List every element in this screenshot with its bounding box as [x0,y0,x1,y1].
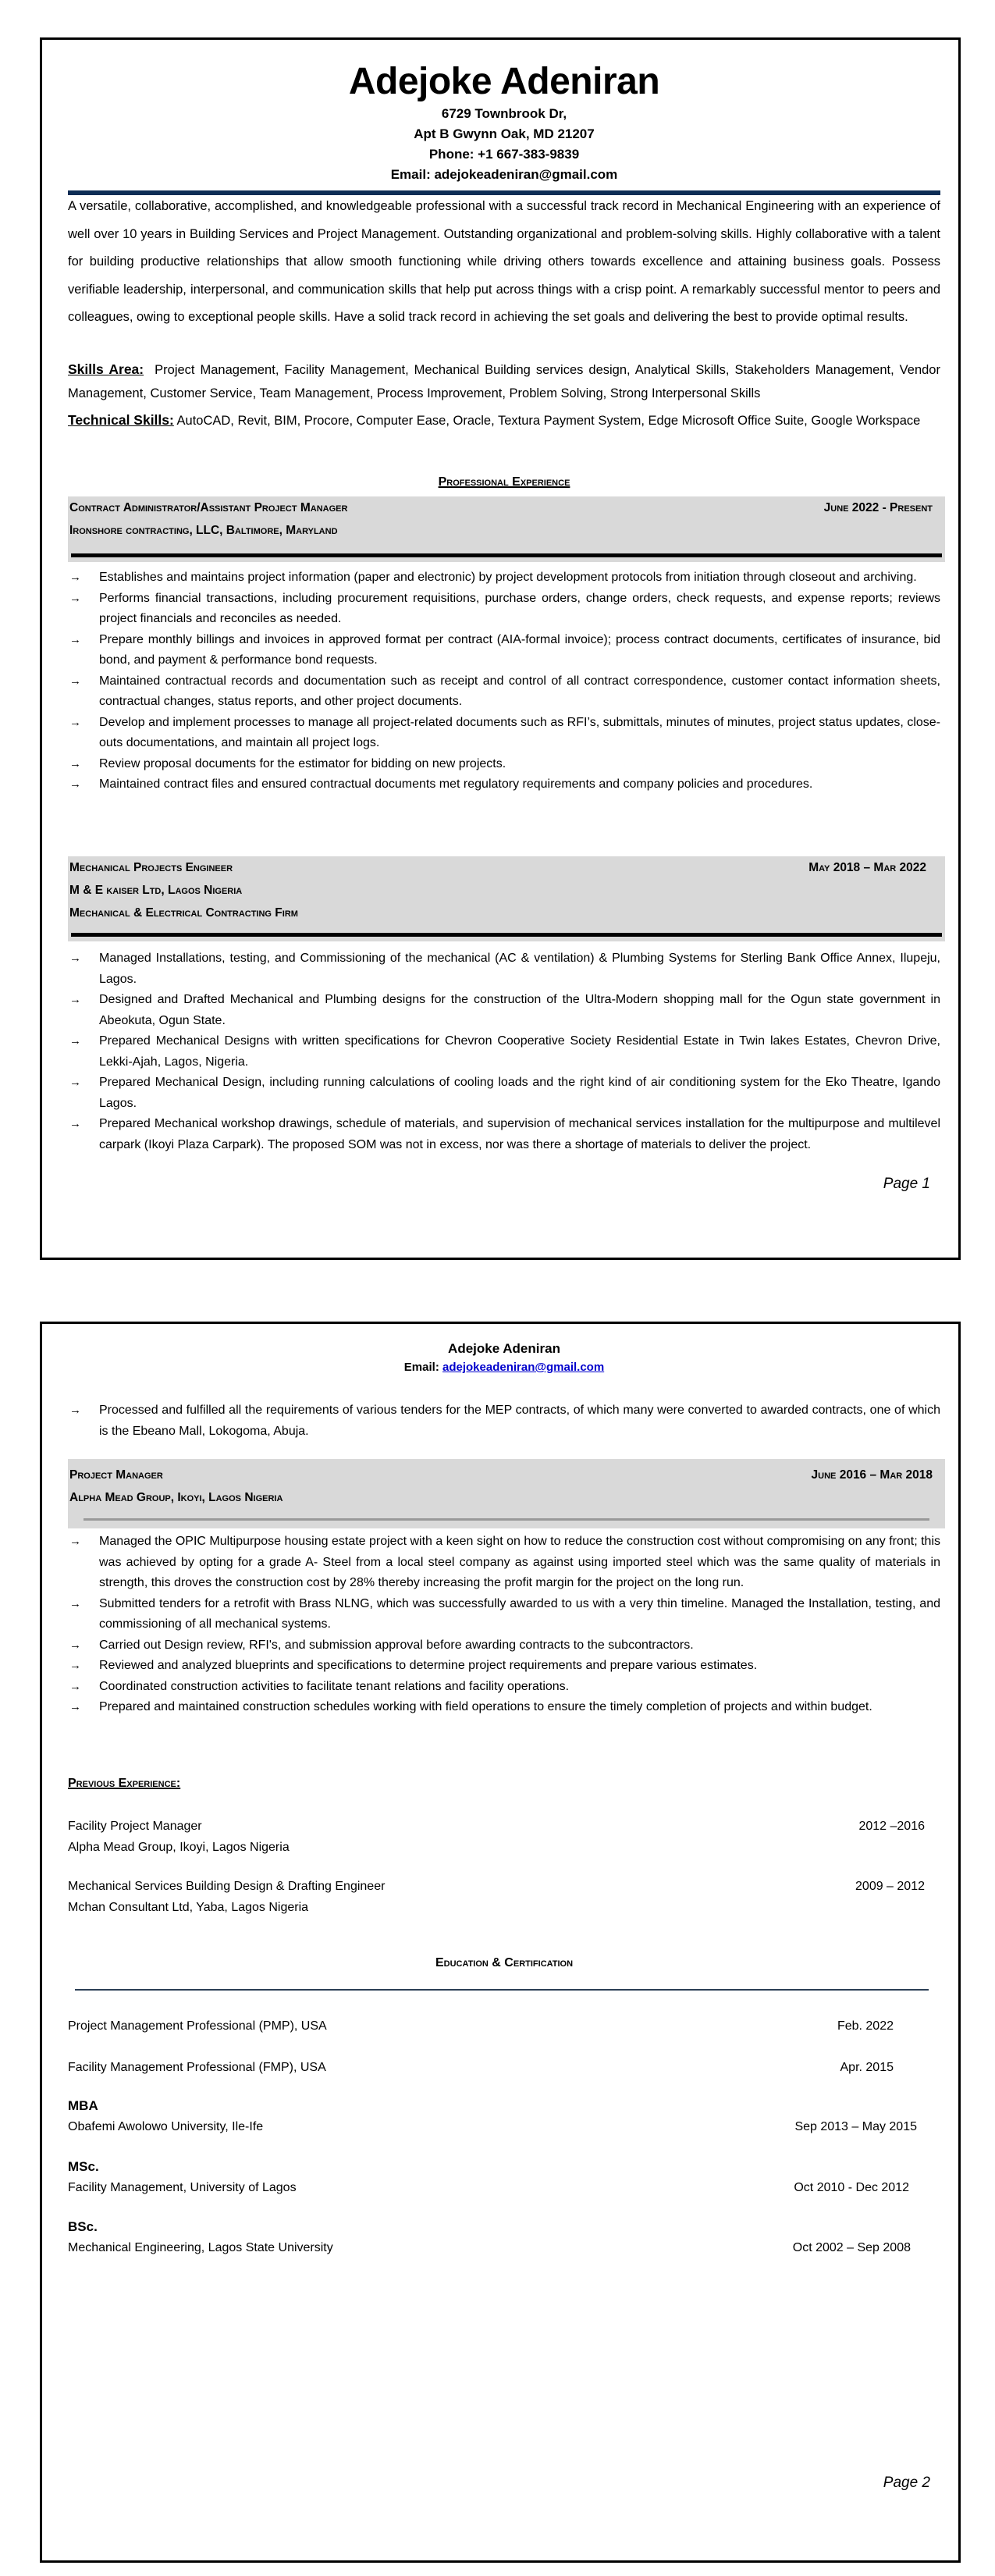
job-header-1 [68,496,945,562]
contact-header [68,60,940,185]
bullet-text: Prepared Mechanical Designs with written specifications for Chevron Cooperative Society Residential Estate in Twin lakes Estates, Chevron Drive, Lekki-Ajah, Lagos, Nigeria. [99,1034,940,1069]
job-company: Ironshore contracting, LLC, Baltimore, Maryland [69,524,338,537]
technical-skills-text: AutoCAD, Revit, BIM, Procore, Computer Ease, Oracle, Textura Payment System, Edge Microsoft Office Suite, Google Workspace [176,414,921,428]
arrow-icon: → [69,591,81,605]
degree [68,2095,940,2137]
list-item [68,990,940,1031]
arrow-icon: → [69,993,81,1006]
bullet-text: Prepared Mechanical workshop drawings, schedule of materials, and supervision of mechanical services installation for the multipurpose and multilevel carpark (Ikoyi Plaza Carpark). The proposed SOM was not in excess, nor was there a shortage of materials to deliver the project. [99,1117,940,1151]
list-item [68,1677,940,1698]
job-company: Alpha Mead Group, Ikoyi, Lagos Nigeria [69,1491,283,1504]
education-heading-wrap [68,1956,940,1970]
degree-detail: Mechanical Engineering, Lagos State University [68,2241,333,2254]
job-header-3 [68,1459,945,1528]
job-divider [71,553,942,557]
list-item [68,630,940,671]
job-dates: June 2016 – Mar 2018 [811,1468,933,1482]
bullet-text: Processed and fulfilled all the requirements of various tenders for the MEP contracts, of which many were converted to awarded contracts, one of which is the Ebeano Mall, Lokogoma, Abuja. [99,1404,940,1438]
list-item [68,1697,940,1718]
bullet-text: Managed Installations, testing, and Commissioning of the mechanical (AC & ventilation) & Plumbing Systems for Sterling Bank Office Annex, Ilupeju, Lagos. [99,952,940,986]
list-item [68,754,940,775]
arrow-icon: → [69,1679,81,1693]
arrow-icon: → [69,715,81,729]
certification [68,2016,940,2037]
degree-name: MBA [68,2098,98,2113]
skills-area-text: Project Management, Facility Management, Mechanical Building services design, Analytical Skills, Stakeholders Management, Vendor Management, Customer Service, Team Management, Process Improvement, Problem Solving, Strong Interpersonal Skills [68,363,940,400]
list-item [68,774,940,795]
arrow-icon: → [69,1404,81,1417]
arrow-icon: → [69,571,81,584]
previous-job-title: Facility Project Manager [68,1820,202,1833]
bullet-text: Designed and Drafted Mechanical and Plumbing designs for the construction of the Ultra-Modern shopping mall for the Ogun state government in Abeokuta, Ogun State. [99,993,940,1027]
list-item [68,1656,940,1677]
email: Email: adejokeadeniran@gmail.com [390,167,618,182]
summary: A versatile, collaborative, accomplished, and knowledgeable professional with a successful track record in Mechanical Engineering with an experience of well over 10 years in Building Services and Project Management. Outstanding organizational and problem-solving skills. Highly collaborative with a talent for building productive relationships that allow smooth functioning while driving others towards excellence and attaining business goals. Possess verifiable leadership, interpersonal, and communication skills that help put across things with a crisp point. A remarkably successful mentor to peers and colleagues, owing to exceptional people skills. Have a solid track record in achieving the set goals and delivering the best to provide optimal results. [68,199,940,324]
degree-detail: Facility Management, University of Lagos [68,2181,297,2194]
job-2-bullets-cont [68,1400,940,1442]
certification-date: Apr. 2015 [840,2061,894,2074]
bullet-text: Reviewed and analyzed blueprints and specifications to determine project requirements and prepare various estimates. [99,1659,758,1672]
bullet-text: Maintained contract files and ensured contractual documents met regulatory requirements and company policies and procedures. [99,777,813,791]
bullet-text: Performs financial transactions, including procurement requisitions, purchase orders, change orders, check requests, and expense reports; reviews project financials and reconciles as needed. [99,591,940,625]
job-2-bullets [68,948,940,1155]
degree-detail: Obafemi Awolowo University, Ile-Ife [68,2120,264,2133]
list-item [68,1532,940,1594]
job-title: Project Manager [69,1468,163,1482]
address-line-2: Apt B Gwynn Oak, MD 21207 [414,126,595,141]
technical-skills-label: Technical Skills: [68,412,174,428]
professional-experience-heading-wrap [68,475,940,489]
arrow-icon: → [69,674,81,688]
job-1-bullets [68,568,940,795]
email-link[interactable]: adejokeadeniran@gmail.com [442,1361,605,1374]
arrow-icon: → [69,1535,81,1548]
list-item [68,1031,940,1073]
education-divider [75,1989,929,1991]
degree-dates: Oct 2010 - Dec 2012 [794,2181,909,2194]
page-number: Page 2 [883,2475,930,2491]
phone: Phone: +1 667-383-9839 [428,147,580,162]
previous-job-company: Alpha Mead Group, Ikoyi, Lagos Nigeria [68,1841,290,1854]
bullet-text: Establishes and maintains project information (paper and electronic) by project development protocols from initiation through closeout and archiving. [99,571,917,584]
list-item [68,1594,940,1635]
list-item [68,1114,940,1155]
arrow-icon: → [69,1700,81,1713]
skills-section [68,358,940,436]
previous-job-dates: 2012 –2016 [858,1820,925,1833]
job-title: Mechanical Projects Engineer [69,861,233,874]
job-divider [71,933,942,937]
list-item [68,1400,940,1442]
professional-experience-heading: Professional Experience [438,475,570,489]
arrow-icon: → [69,1638,81,1652]
page-2-header [68,1340,940,1377]
job-company: M & E kaiser Ltd, Lagos Nigeria [69,884,243,897]
list-item [68,1073,940,1114]
previous-job [68,1816,940,1858]
resume-page-1 [40,37,961,1260]
education-heading: Education & Certification [435,1956,574,1969]
list-item [68,948,940,990]
previous-job-title: Mechanical Services Building Design & Drafting Engineer [68,1880,386,1893]
bullet-text: Managed the OPIC Multipurpose housing estate project with a keen sight on how to reduce the construction cost without compromising on any front; this was achieved by opting for a grade A- Steel from a local steel company as against using imported steel which was the same quality of materials in strength, this droves the construction cost by 28% thereby increasing the profit margin for the project on the long run. [99,1535,940,1589]
degree [68,2216,940,2258]
candidate-name: Adejoke Adeniran [448,1341,560,1356]
arrow-icon: → [69,1117,81,1130]
arrow-icon: → [69,756,81,770]
job-title: Contract Administrator/Assistant Project Manager [69,501,348,514]
job-3-bullets [68,1532,940,1718]
arrow-icon: → [69,1659,81,1672]
degree-name: MSc. [68,2159,99,2174]
previous-job-dates: 2009 – 2012 [855,1880,925,1893]
certification-name: Project Management Professional (PMP), USA [68,2019,327,2033]
bullet-text: Review proposal documents for the estimator for bidding on new projects. [99,756,506,770]
arrow-icon: → [69,632,81,646]
resume-page-2 [40,1322,961,2563]
job-dates: June 2022 - Present [823,501,933,514]
candidate-name: Adejoke Adeniran [348,61,660,102]
certification-name: Facility Management Professional (FMP), USA [68,2061,326,2074]
degree-dates: Oct 2002 – Sep 2008 [792,2241,911,2254]
bullet-text: Develop and implement processes to manage all project-related documents such as RFI’s, submittals, minutes of minutes, project status updates, close-outs documentations, and maintain all project logs. [99,715,940,749]
email-label: Email: [403,1361,442,1374]
certification-date: Feb. 2022 [837,2019,894,2033]
arrow-icon: → [69,952,81,965]
degree-dates: Sep 2013 – May 2015 [794,2120,917,2133]
previous-job [68,1876,940,1918]
arrow-icon: → [69,1596,81,1610]
bullet-text: Carried out Design review, RFI's, and submission approval before awarding contracts to the subcontractors. [99,1638,694,1652]
list-item [68,589,940,630]
list-item [68,671,940,713]
skills-area-label: Skills Area: [68,361,144,377]
arrow-icon: → [69,777,81,791]
bullet-text: Prepared Mechanical Design, including running calculations of cooling loads and the right kind of air conditioning system for the Eko Theatre, Igando Lagos. [99,1076,940,1110]
previous-job-company: Mchan Consultant Ltd, Yaba, Lagos Nigeria [68,1901,309,1914]
list-item [68,568,940,589]
bullet-text: Prepare monthly billings and invoices in approved format per contract (AIA-formal invoice); process contract documents, certificates of insurance, bid bond, and payment & performance bond requests. [99,632,940,667]
arrow-icon: → [69,1034,81,1048]
address-line-1: 6729 Townbrook Dr, [441,106,567,121]
list-item [68,1635,940,1656]
certification [68,2057,940,2078]
page-number: Page 1 [883,1176,930,1192]
bullet-text: Coordinated construction activities to facilitate tenant relations and facility operations. [99,1679,570,1693]
previous-experience-heading: Previous Experience: [68,1777,181,1790]
bullet-text: Maintained contractual records and documentation such as receipt and control of all contract correspondence, customer contact information sheets, contractual changes, status reports, and other project documents. [99,674,940,708]
job-dates: May 2018 – Mar 2022 [808,861,926,874]
job-header-2 [68,856,945,941]
previous-experience-section [68,1777,940,1791]
bullet-text: Prepared and maintained construction schedules working with field operations to ensure the timely completion of projects and within budget. [99,1700,872,1713]
bullet-text: Submitted tenders for a retrofit with Brass NLNG, which was successfully awarded to us with a very thin timeline. Managed the Installation, testing, and commissioning of all mechanical systems. [99,1596,940,1631]
list-item [68,713,940,754]
job-company-type: Mechanical & Electrical Contracting Firm [69,906,298,920]
arrow-icon: → [69,1076,81,1089]
degree [68,2156,940,2198]
job-divider [84,1518,929,1521]
degree-name: BSc. [68,2219,98,2234]
